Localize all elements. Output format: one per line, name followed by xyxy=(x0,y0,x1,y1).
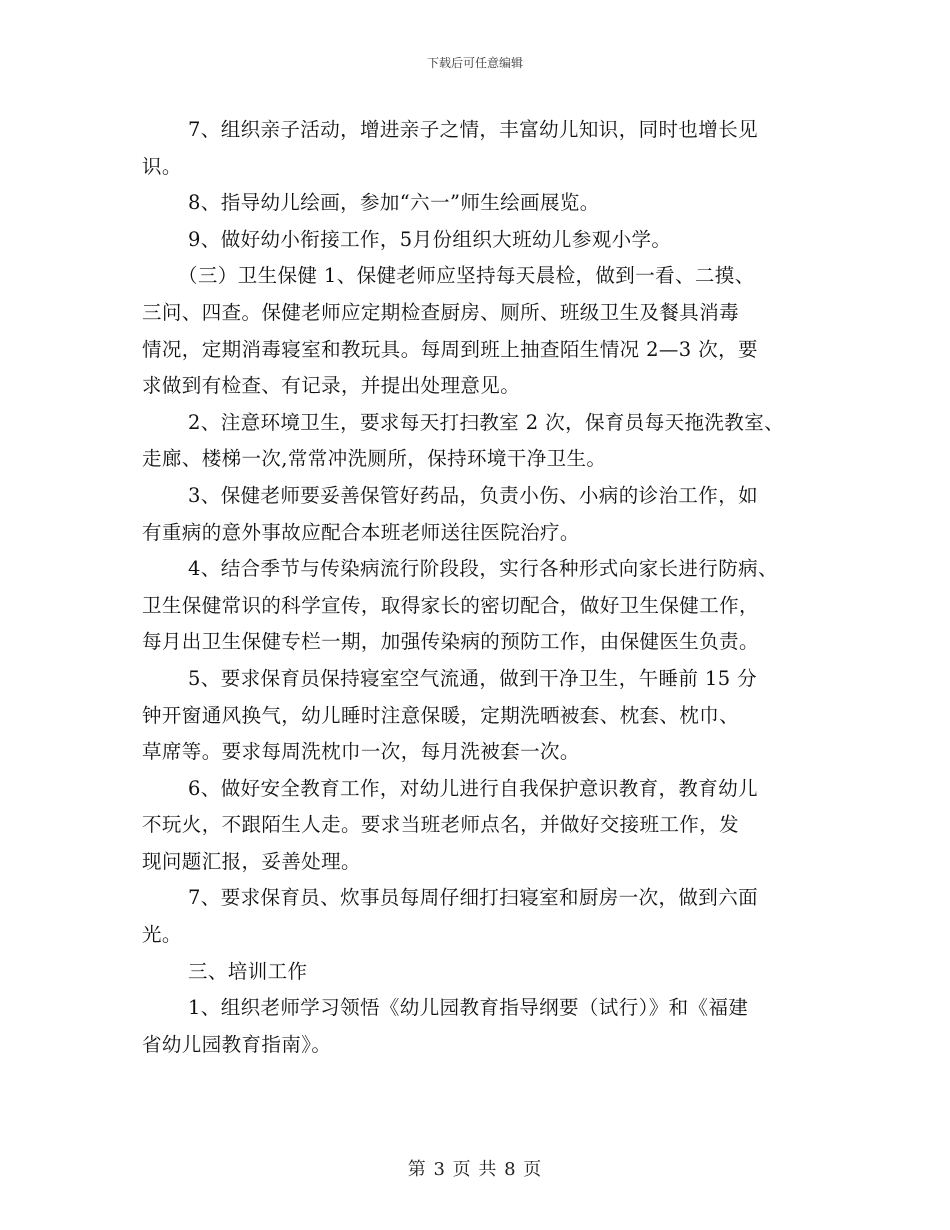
paragraph-line: 草席等。要求每周洗枕巾一次，每月洗被套一次。 xyxy=(142,740,580,764)
paragraph-line: 光。 xyxy=(142,923,182,947)
paragraph-line: 8、指导幼儿绘画，参加“六一”师生绘画展览。 xyxy=(188,191,600,215)
paragraph-line: 9、做好幼小衔接工作，5月份组织大班幼儿参观小学。 xyxy=(188,227,672,251)
paragraph-line: 现问题汇报，妥善处理。 xyxy=(142,849,361,873)
page-footer: 第 3 页 共 8 页 xyxy=(407,1159,543,1180)
section-heading-line: 三、培训工作 xyxy=(188,959,308,983)
paragraph-line: 情况，定期消毒寝室和教玩具。每周到班上抽查陌生情况 2—3 次，要 xyxy=(142,337,758,361)
paragraph-line: 每月出卫生保健专栏一期，加强传染病的预防工作，由保健医生负责。 xyxy=(142,630,759,654)
paragraph-line: 4、结合季节与传染病流行阶段段，实行各种形式向家长进行防病、 xyxy=(188,557,778,581)
paragraph-line: 7、组织亲子活动，增进亲子之情，丰富幼儿知识，同时也增长见 xyxy=(188,118,759,141)
paragraph-line: 1、组织老师学习领悟《幼儿园教育指导纲要（试行）》和《福建 xyxy=(188,996,749,1020)
paragraph-line: 3、保健老师要妥善保管好药品，负责小伤、小病的诊治工作，如 xyxy=(188,483,759,507)
paragraph-line: 7、要求保育员、炊事员每周仔细打扫寝室和厨房一次，做到六面 xyxy=(188,886,759,910)
header-note: 下载后可任意编辑 xyxy=(426,56,523,70)
paragraph-line: 5、要求保育员保持寝室空气流通，做到干净卫生，午睡前 15 分 xyxy=(188,666,758,690)
paragraph-line: 不玩火，不跟陌生人走。要求当班老师点名，并做好交接班工作，发 xyxy=(142,813,740,837)
paragraph-line: 有重病的意外事故应配合本班老师送往医院治疗。 xyxy=(142,520,580,544)
paragraph-line: 2、注意环境卫生，要求每天打扫教室 2 次，保育员每天拖洗教室、 xyxy=(188,410,785,434)
paragraph-line: 三问、四查。保健老师应定期检查厨房、厕所、班级卫生及餐具消毒 xyxy=(142,300,740,324)
paragraph-line: 卫生保健常识的科学宣传，取得家长的密切配合，做好卫生保健工作， xyxy=(142,593,759,617)
paragraph-line: 识。 xyxy=(142,154,182,178)
paragraph-line: 钟开窗通风换气，幼儿睡时注意保暖，定期洗晒被套、枕套、枕巾、 xyxy=(142,703,740,727)
section-heading-line: （三）卫生保健 1、保健老师应坚持每天晨检，做到一看、二摸、 xyxy=(178,264,755,288)
paragraph-line: 省幼儿园教育指南》。 xyxy=(142,1032,332,1056)
paragraph-line: 求做到有检查、有记录，并提出处理意见。 xyxy=(142,374,521,398)
document-body xyxy=(142,112,814,1063)
paragraph-line: 6、做好安全教育工作，对幼儿进行自我保护意识教育，教育幼儿 xyxy=(188,776,759,800)
paragraph-line: 走廊、楼梯一次,常常冲洗厕所，保持环境干净卫生。 xyxy=(142,447,607,471)
